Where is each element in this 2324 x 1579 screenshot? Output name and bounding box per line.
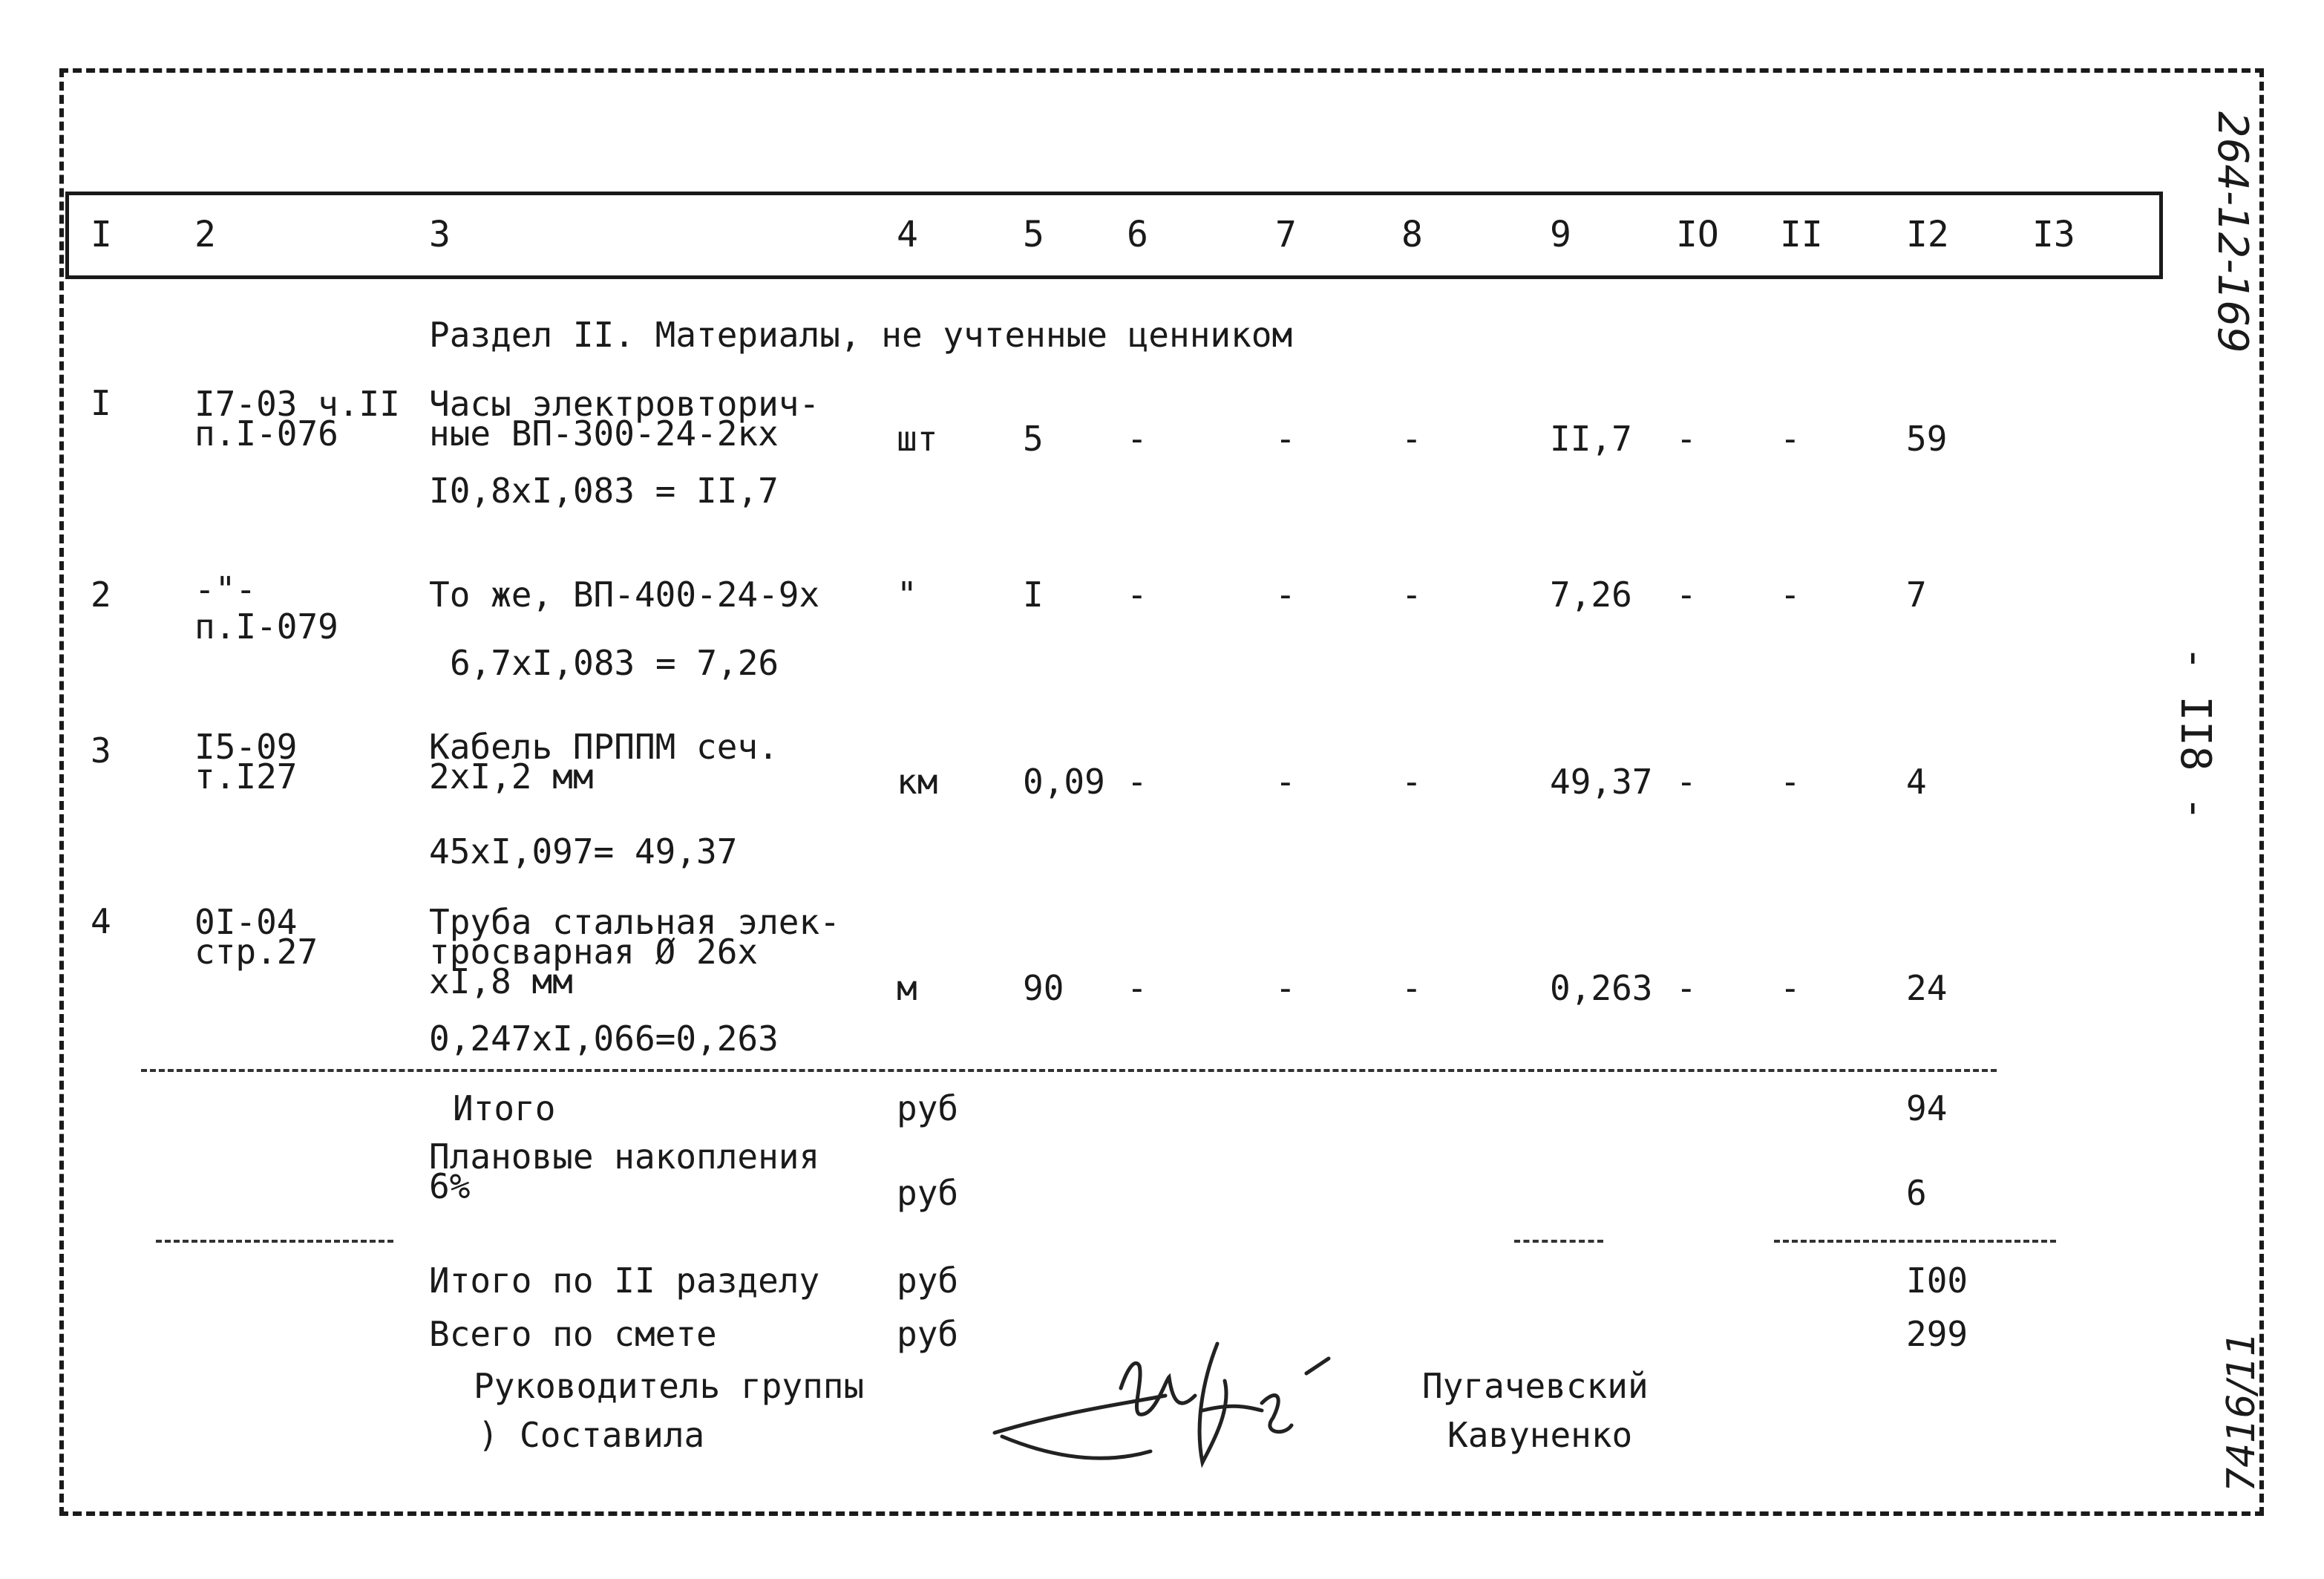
row-4-price: 0,263 — [1550, 968, 1653, 1008]
row-3-desc-line1: Кабель ПРППМ сеч. — [429, 727, 779, 767]
column-header-box — [65, 192, 2163, 279]
row-2-col10: - — [1676, 575, 1697, 615]
row-4-num: 4 — [91, 901, 111, 941]
author-name: Кавуненко — [1447, 1415, 1633, 1455]
separator-line — [141, 1069, 1997, 1072]
page-number: - II8 - — [2171, 646, 2219, 822]
col-header-3: 3 — [429, 214, 451, 255]
row-3-col6: - — [1127, 762, 1148, 802]
row-4-col10: - — [1676, 968, 1697, 1008]
row-3-col7: - — [1275, 762, 1296, 802]
col-header-10: IO — [1676, 214, 1719, 255]
handwritten-signature — [980, 1321, 1366, 1485]
row-4-desc-line3: xI,8 мм — [429, 961, 573, 1001]
row-3-calc: 45xI,097= 49,37 — [429, 831, 738, 872]
row-2-code-line2: п.I-079 — [194, 607, 338, 647]
grand-total-value: 299 — [1906, 1314, 1968, 1354]
col-header-13: I3 — [2032, 214, 2075, 255]
grand-total-label: Всего по смете — [429, 1314, 717, 1354]
grand-total-unit: руб — [897, 1314, 959, 1354]
row-3-col11: - — [1780, 762, 1801, 802]
section-total-unit: руб — [897, 1261, 959, 1301]
row-3-col10: - — [1676, 762, 1697, 802]
row-3-qty: 0,09 — [1023, 762, 1105, 802]
row-2-unit: " — [897, 575, 917, 615]
row-4-col11: - — [1780, 968, 1801, 1008]
row-4-qty: 90 — [1023, 968, 1064, 1008]
itogo-label: Итого — [453, 1088, 556, 1128]
col-header-6: 6 — [1127, 214, 1148, 255]
row-2-code-line1: -"- — [194, 569, 257, 609]
row-1-col6: - — [1127, 419, 1148, 459]
row-2-price: 7,26 — [1550, 575, 1632, 615]
plan-unit: руб — [897, 1173, 959, 1213]
row-2-calc: 6,7xI,083 = 7,26 — [450, 643, 779, 683]
margin-inventory-number: 7416/11 — [2219, 1331, 2264, 1492]
row-1-col10: - — [1676, 419, 1697, 459]
plan-label-line1: Плановые накопления — [429, 1137, 820, 1177]
row-3-desc-line2: 2xI,2 мм — [429, 756, 594, 797]
row-3-unit: км — [897, 762, 938, 802]
row-2-qty: I — [1023, 575, 1044, 615]
row-1-code-line1: I7-03 ч.II — [194, 384, 400, 424]
section-title: Раздел II. Материалы, не учтенные ценником — [429, 315, 1293, 355]
row-4-desc-line1: Труба стальная элек- — [429, 902, 840, 942]
row-3-price: 49,37 — [1550, 762, 1653, 802]
row-4-col6: - — [1127, 968, 1148, 1008]
separator-right — [1774, 1240, 2056, 1243]
row-3-col8: - — [1401, 762, 1422, 802]
col-header-8: 8 — [1401, 214, 1423, 255]
col-header-1: I — [91, 214, 112, 255]
section-total-label: Итого по II разделу — [429, 1261, 820, 1301]
plan-label-line2: 6% — [429, 1166, 471, 1206]
row-3-num: 3 — [91, 730, 111, 771]
row-2-col11: - — [1780, 575, 1801, 615]
row-3-code-line1: I5-09 — [194, 727, 298, 767]
row-3-total: 4 — [1906, 762, 1927, 802]
head-name: Пугачевский — [1422, 1366, 1649, 1406]
row-4-code-line2: стр.27 — [194, 932, 318, 972]
row-1-code-line2: п.I-076 — [194, 413, 338, 454]
row-2-col7: - — [1275, 575, 1296, 615]
row-1-col11: - — [1780, 419, 1801, 459]
separator-mid — [1514, 1240, 1603, 1243]
row-1-col8: - — [1401, 419, 1422, 459]
col-header-7: 7 — [1275, 214, 1297, 255]
itogo-unit: руб — [897, 1088, 959, 1128]
row-3-code-line2: т.I27 — [194, 756, 298, 797]
row-1-num: I — [91, 383, 111, 423]
author-role: Составила — [520, 1415, 705, 1455]
row-4-unit: м — [897, 968, 917, 1008]
row-4-col8: - — [1401, 968, 1422, 1008]
row-4-col7: - — [1275, 968, 1296, 1008]
row-1-total: 59 — [1906, 419, 1948, 459]
row-2-col8: - — [1401, 575, 1422, 615]
plan-value: 6 — [1906, 1173, 1927, 1213]
row-2-col6: - — [1127, 575, 1148, 615]
col-header-12: I2 — [1906, 214, 1949, 255]
col-header-2: 2 — [194, 214, 216, 255]
col-header-11: II — [1780, 214, 1823, 255]
row-4-code-line1: 0I-04 — [194, 902, 298, 942]
itogo-value: 94 — [1906, 1088, 1948, 1128]
head-role: Руководитель группы — [474, 1366, 865, 1406]
row-1-desc-line1: Часы электровторич- — [429, 384, 820, 424]
row-2-desc-line1: То же, ВП-400-24-9х — [429, 575, 820, 615]
row-1-price: II,7 — [1550, 419, 1632, 459]
row-1-calc: I0,8xI,083 = II,7 — [429, 471, 779, 511]
col-header-9: 9 — [1550, 214, 1571, 255]
row-1-qty: 5 — [1023, 419, 1044, 459]
row-1-col7: - — [1275, 419, 1296, 459]
col-header-5: 5 — [1023, 214, 1044, 255]
row-4-calc: 0,247xI,066=0,263 — [429, 1019, 779, 1059]
separator-left — [156, 1240, 393, 1243]
row-4-total: 24 — [1906, 968, 1948, 1008]
row-4-desc-line2: тросварная Ø 26х — [429, 932, 759, 972]
row-2-num: 2 — [91, 575, 111, 615]
bracket-mark: ) — [478, 1415, 499, 1455]
section-total-value: I00 — [1906, 1261, 1968, 1301]
row-1-desc-line2: ные ВП-300-24-2кх — [429, 413, 779, 454]
col-header-4: 4 — [897, 214, 918, 255]
margin-doc-code: 264-12-169 — [2208, 111, 2256, 353]
row-2-total: 7 — [1906, 575, 1927, 615]
row-1-unit: шт — [897, 419, 938, 459]
